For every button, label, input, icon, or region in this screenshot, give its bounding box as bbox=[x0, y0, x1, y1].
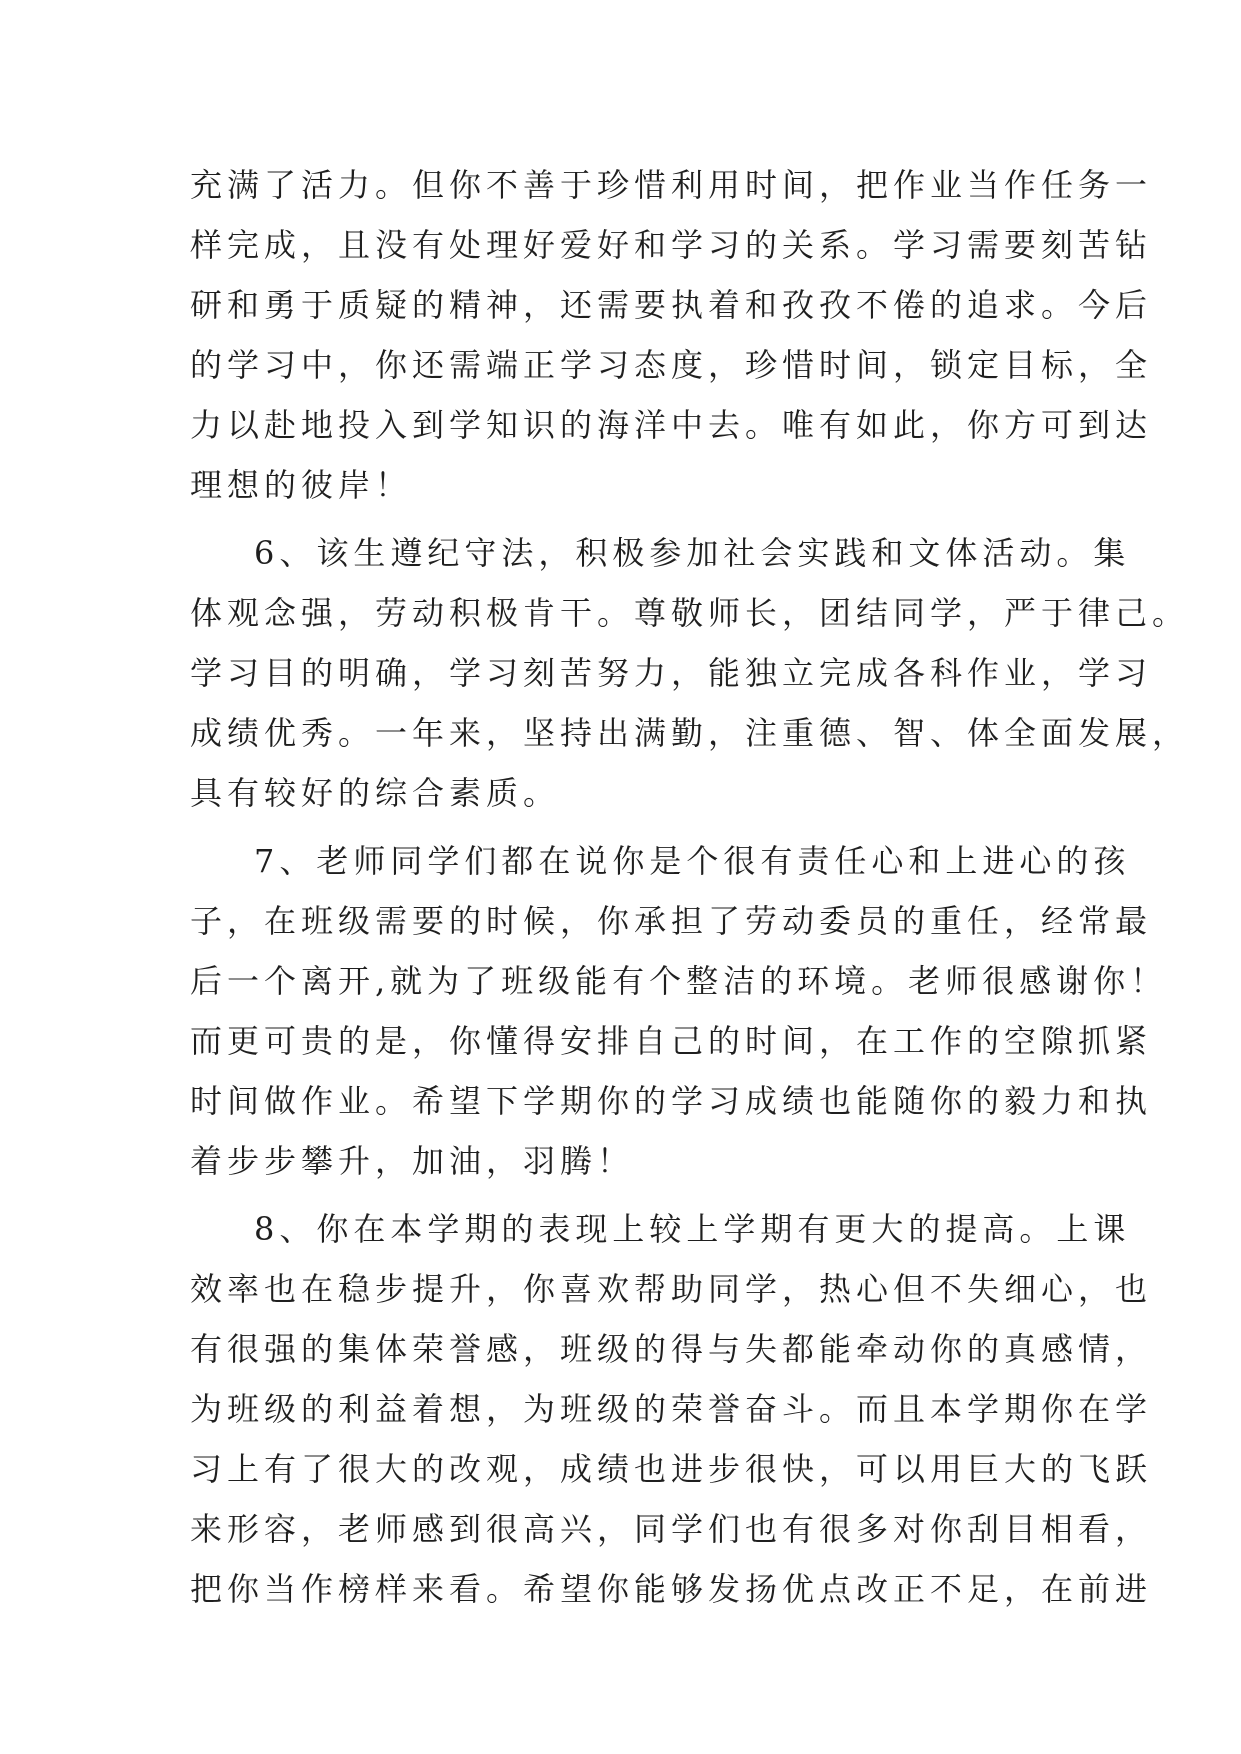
document-body bbox=[190, 155, 1190, 1619]
text-line: 7、老师同学们都在说你是个很有责任心和上进心的孩 bbox=[254, 842, 1131, 880]
paragraph bbox=[190, 831, 1168, 1191]
text-line: 研和勇于质疑的精神，还需要执着和孜孜不倦的追求。今后 bbox=[190, 286, 1153, 324]
paragraph bbox=[190, 523, 1190, 823]
paragraph-gap bbox=[190, 1191, 1060, 1199]
text-line: 习上有了很大的改观，成绩也进步很快，可以用巨大的飞跃 bbox=[190, 1450, 1153, 1488]
text-line: 体观念强，劳动积极肯干。尊敬师长，团结同学，严于律己。 bbox=[190, 594, 1190, 632]
text-line: 时间做作业。希望下学期你的学习成绩也能随你的毅力和执 bbox=[190, 1082, 1153, 1120]
paragraph bbox=[190, 155, 1153, 515]
paragraph-gap bbox=[190, 823, 1060, 831]
text-line: 效率也在稳步提升，你喜欢帮助同学，热心但不失细心，也 bbox=[190, 1270, 1153, 1308]
text-line: 理想的彼岸！ bbox=[190, 466, 413, 504]
text-line: 后一个离开,就为了班级能有个整洁的环境。老师很感谢你！ bbox=[190, 962, 1168, 1000]
text-line: 具有较好的综合素质。 bbox=[190, 774, 561, 812]
text-line: 的学习中，你还需端正学习态度，珍惜时间，锁定目标，全 bbox=[190, 346, 1153, 384]
paragraph bbox=[190, 1199, 1153, 1619]
paragraph-gap bbox=[190, 515, 1060, 523]
text-line: 8、你在本学期的表现上较上学期有更大的提高。上课 bbox=[254, 1210, 1131, 1248]
text-line: 充满了活力。但你不善于珍惜利用时间，把作业当作任务一 bbox=[190, 166, 1153, 204]
text-line: 6、该生遵纪守法，积极参加社会实践和文体活动。集 bbox=[254, 534, 1131, 572]
text-line: 来形容，老师感到很高兴，同学们也有很多对你刮目相看， bbox=[190, 1510, 1153, 1548]
text-line: 样完成，且没有处理好爱好和学习的关系。学习需要刻苦钻 bbox=[190, 226, 1153, 264]
text-line: 有很强的集体荣誉感，班级的得与失都能牵动你的真感情， bbox=[190, 1330, 1153, 1368]
text-line: 力以赴地投入到学知识的海洋中去。唯有如此，你方可到达 bbox=[190, 406, 1153, 444]
text-line: 为班级的利益着想，为班级的荣誉奋斗。而且本学期你在学 bbox=[190, 1390, 1153, 1428]
text-line: 成绩优秀。一年来，坚持出满勤，注重德、智、体全面发展， bbox=[190, 714, 1190, 752]
text-line: 着步步攀升，加油，羽腾！ bbox=[190, 1142, 635, 1180]
text-line: 把你当作榜样来看。希望你能够发扬优点改正不足，在前进 bbox=[190, 1570, 1153, 1608]
text-line: 学习目的明确，学习刻苦努力，能独立完成各科作业，学习 bbox=[190, 654, 1153, 692]
text-line: 而更可贵的是，你懂得安排自己的时间，在工作的空隙抓紧 bbox=[190, 1022, 1153, 1060]
text-line: 子，在班级需要的时候，你承担了劳动委员的重任，经常最 bbox=[190, 902, 1153, 940]
